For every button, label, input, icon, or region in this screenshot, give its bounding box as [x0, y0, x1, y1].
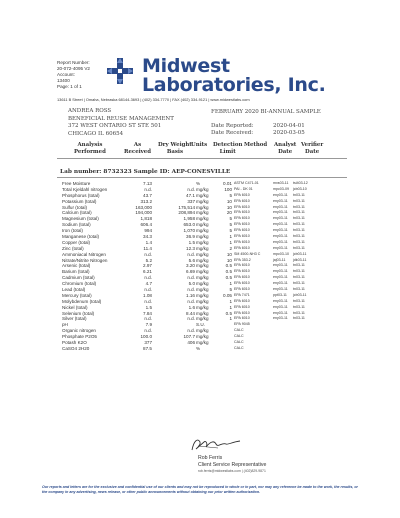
detection-limit-cell: 1 — [229, 239, 232, 245]
verifier-date-cell: tn03-11 — [293, 210, 305, 215]
verifier-date-cell: tn03-11 — [293, 239, 305, 244]
dry-weight-cell: n.d. — [187, 328, 195, 334]
report-meta — [57, 60, 90, 90]
analyst-date-cell: eny03-11 — [273, 234, 288, 239]
detection-limit-cell: 5 — [229, 287, 232, 293]
verifier-date-cell: tn03-11 — [293, 269, 305, 274]
signer-email: rob.ferris@midwestlabs.com | (402)829-9871 — [198, 469, 266, 473]
method-cell: CALC — [234, 328, 244, 333]
as-received-cell: n.d. — [144, 287, 152, 293]
client-street: 372 WEST ONTARIO ST STE 501 — [68, 123, 162, 130]
verifier-date-cell: tn03-11 — [293, 298, 305, 303]
verifier-date-cell: tn03-11 — [293, 304, 305, 309]
as-received-cell: n.d. — [144, 186, 152, 192]
dry-weight-cell: 1,070 — [183, 228, 195, 234]
detection-limit-cell: 0.5 — [225, 310, 232, 316]
verifier-date-cell: jdk03-11 — [293, 257, 307, 262]
detection-limit-cell: 5 — [229, 222, 232, 228]
as-received-cell: 7.84 — [143, 310, 152, 316]
analyst-date-cell: eny03-11 — [273, 228, 288, 233]
dry-weight-cell: 6.69 — [186, 269, 195, 275]
analysis-cell: Phosphorus (total) — [62, 192, 100, 198]
signer-block — [198, 455, 266, 475]
as-received-cell: n.d. — [144, 298, 152, 304]
method-cell: CALC — [234, 345, 244, 350]
method-cell: EPA 6010 — [234, 269, 250, 274]
as-received-cell: 1.5 — [145, 304, 152, 310]
date-received-label: Date Received: — [211, 130, 254, 137]
report-title: FEBRUARY 2020 BI-ANNUAL SAMPLE — [211, 109, 321, 115]
dry-weight-cell: 1,958 — [183, 216, 195, 222]
units-cell: mg/kg — [196, 198, 209, 204]
detection-limit-cell: 0.5 — [225, 275, 232, 281]
analyst-date-cell: eny03-11 — [273, 198, 288, 203]
analyst-date-cell: eny03-11 — [273, 298, 288, 303]
as-received-cell: 163,000 — [135, 204, 152, 210]
dry-weight-cell: 1.16 — [186, 292, 195, 298]
sample-rule — [57, 177, 347, 178]
units-cell: mg/kg — [196, 334, 209, 340]
detection-limit-cell: 1 — [229, 281, 232, 287]
as-received-cell: 6.21 — [143, 269, 152, 275]
detection-limit-cell: 20 — [226, 210, 232, 216]
report-number-label: Report Number: — [57, 60, 90, 65]
as-received-cell: n.d. — [144, 251, 152, 257]
results-table — [62, 181, 352, 352]
method-cell: EPA 6010 — [234, 275, 250, 280]
dry-weight-cell: 12.3 — [186, 245, 195, 251]
verifier-date-cell: tn03-11 — [293, 287, 305, 292]
as-received-cell: n.d. — [144, 328, 152, 334]
as-received-cell: 313.2 — [140, 198, 152, 204]
analyst-date-cell: mpc03-09 — [273, 186, 289, 191]
method-cell: PAI - DK 01 — [234, 186, 253, 191]
table-row — [62, 346, 352, 352]
analyst-date-cell: eny03-11 — [273, 287, 288, 292]
method-cell: EPA 6010 — [234, 228, 250, 233]
analysis-cell: Barium (total) — [62, 269, 90, 275]
verifier-date-cell: tn03-11 — [293, 216, 305, 221]
as-received-cell: 377 — [144, 340, 152, 346]
units-cell: mg/kg — [196, 263, 209, 269]
as-received-cell: 87.5 — [143, 345, 152, 351]
units-cell: mg/kg — [196, 216, 209, 222]
signer-name: Rob Ferris — [198, 455, 223, 461]
analysis-cell: Zinc (total) — [62, 245, 84, 251]
detection-limit-cell: 10 — [226, 198, 232, 204]
lab-address: 13611 B Street | Omaha, Nebraska 68144-3693 | (402) 334-7770 | FAX (402) 334-9121 | www.midwestlabs.com — [57, 97, 250, 102]
dry-weight-cell: 47.1 — [186, 192, 195, 198]
units-cell: mg/kg — [196, 192, 209, 198]
detection-limit-cell: 2 — [229, 245, 232, 251]
as-received-cell: 994 — [144, 228, 152, 234]
units-cell: mg/kg — [196, 269, 209, 275]
analysis-cell: Sulfur (total) — [62, 204, 88, 210]
as-received-cell: 194,000 — [135, 210, 152, 216]
col-detection-limit: Detection Limit — [213, 142, 243, 155]
detection-limit-cell: 1 — [229, 316, 232, 322]
dry-weight-cell: 337 — [187, 198, 195, 204]
dry-weight-cell: n.d. — [187, 186, 195, 192]
verifier-date-cell: tn03-11 — [293, 310, 305, 315]
col-verifier-date: Verifier Date — [301, 142, 324, 155]
analyst-date-cell: eny03-11 — [273, 263, 288, 268]
client-city: CHICAGO IL 60654 — [68, 130, 124, 137]
method-cell: EPA 6010 — [234, 222, 250, 227]
analysis-cell: Total Kjeldahl nitrogen — [62, 186, 108, 192]
dry-weight-cell: 1.5 — [188, 239, 195, 245]
units-cell: % — [196, 345, 201, 351]
dry-weight-cell: 653.0 — [183, 222, 195, 228]
analysis-cell: Potassium (total) — [62, 198, 97, 204]
units-cell: mg/kg — [196, 287, 209, 293]
method-cell: EPA 6010 — [234, 216, 250, 221]
verifier-date-cell: jcb03-11 — [293, 292, 307, 297]
method-cell: EPA 6010 — [234, 310, 250, 315]
lab-name-line2: Laboratories, Inc. — [142, 74, 326, 96]
analyst-date-cell: eny03-11 — [273, 192, 288, 197]
analysis-cell: Arsenic (total) — [62, 263, 91, 269]
analysis-cell: Ammoniacal Nitrogen — [62, 251, 106, 257]
method-cell: EPA 6010 — [234, 281, 250, 286]
detection-limit-cell: 0.01 — [223, 181, 232, 186]
detection-limit-cell: 5 — [229, 228, 232, 234]
analyst-date-cell: jaj03-11 — [273, 257, 286, 262]
detection-limit-cell: 0.5 — [225, 263, 232, 269]
units-cell: mg/kg — [196, 275, 209, 281]
date-reported-label: Date Reported: — [211, 123, 254, 129]
dry-weight-cell: n.d. — [187, 298, 195, 304]
detection-limit-cell: 5 — [229, 192, 232, 198]
verifier-date-cell: tn03-11 — [293, 281, 305, 286]
col-method: Method — [244, 142, 268, 148]
method-cell: EPA 6010 — [234, 263, 250, 268]
analysis-cell: Magnesium (total) — [62, 216, 99, 222]
method-cell: EPA 7471 — [234, 292, 250, 297]
analysis-cell: Nickel (total) — [62, 304, 88, 310]
units-cell: mg/kg — [196, 281, 209, 287]
units-cell: mg/kg — [196, 222, 209, 228]
col-analyst-date: Analyst Date — [274, 142, 297, 155]
verifier-date-cell: tn03-11 — [293, 192, 305, 197]
report-number-value: 20-072-4095 V2 — [57, 66, 90, 71]
units-cell: mg/kg — [196, 228, 209, 234]
verifier-date-cell: tn03-11 — [293, 198, 305, 203]
account-label: Account: — [57, 72, 75, 77]
detection-limit-cell: 1 — [229, 234, 232, 240]
as-received-cell: 100.0 — [140, 334, 152, 340]
lab-number-sample-id: Lab number: 8732323 Sample ID: AEP-CONESVILLE — [60, 169, 231, 175]
client-name: ANDREA ROSS — [68, 108, 112, 114]
verifier-date-cell: tn03-11 — [293, 245, 305, 250]
analysis-cell: Organic nitrogen — [62, 328, 96, 334]
analyst-date-cell: eny03-11 — [273, 310, 288, 315]
analysis-cell: Silver (total) — [62, 316, 87, 322]
as-received-cell: n.d. — [144, 316, 152, 322]
detection-limit-cell: 1 — [229, 298, 232, 304]
as-received-cell: 34.3 — [143, 234, 152, 240]
analyst-date-cell: eny03-11 — [273, 275, 288, 280]
units-cell: mg/kg — [196, 251, 209, 257]
analysis-cell: Selenium (total) — [62, 310, 95, 316]
lab-logo-icon — [107, 58, 133, 84]
units-cell: % — [196, 181, 201, 186]
units-cell: mg/kg — [196, 316, 209, 322]
analysis-cell: Manganese (total) — [62, 234, 100, 240]
units-cell: mg/kg — [196, 186, 209, 192]
detection-limit-cell: 10 — [226, 257, 232, 263]
method-cell: EPA 6010 — [234, 287, 250, 292]
as-received-cell: 606.4 — [140, 222, 152, 228]
units-cell: mg/kg — [196, 328, 209, 334]
analysis-cell: Free Moisture — [62, 181, 91, 186]
analyst-date-cell: eny03-11 — [273, 239, 288, 244]
method-cell: EPA 9045 — [234, 322, 250, 327]
dry-weight-cell: n.d. — [187, 287, 195, 293]
method-cell: EPA 6010 — [234, 239, 250, 244]
account-value: 13400 — [57, 78, 70, 83]
dry-weight-cell: 107.7 — [183, 334, 195, 340]
units-cell: mg/kg — [196, 304, 209, 310]
units-cell: S.U. — [196, 322, 205, 328]
dry-weight-cell: n.d. — [187, 316, 195, 322]
analysis-cell: Iron (total) — [62, 228, 83, 234]
verifier-date-cell: tn03-11 — [293, 316, 305, 321]
analysis-cell: Sodium (total) — [62, 222, 91, 228]
units-cell: mg/kg — [196, 292, 209, 298]
analyst-date-cell: eny03-11 — [273, 222, 288, 227]
dry-weight-cell: 5.6 — [188, 257, 195, 263]
detection-limit-cell: 5 — [229, 216, 232, 222]
confidentiality-footer: Our reports and letters are for the exclusive and confidential use of our clients and may not be reproduced in whole or in part, nor may any reference be made to the work, the results, or the company in any advertising, news release, or other public announcements without obtaining our prior written authorization. — [42, 485, 358, 494]
as-received-cell: 7.13 — [143, 181, 152, 186]
analysis-cell: Potash K2O — [62, 340, 87, 346]
header-rule — [57, 158, 347, 159]
units-cell: mg/kg — [196, 204, 209, 210]
dry-weight-cell: n.d. — [187, 251, 195, 257]
dry-weight-cell: 406 — [187, 340, 195, 346]
as-received-cell: 1.08 — [143, 292, 152, 298]
analyst-date-cell: eny03-11 — [273, 281, 288, 286]
verifier-date-cell: tn03-11 — [293, 234, 305, 239]
analyst-date-cell: eny03-11 — [273, 204, 288, 209]
units-cell: mg/kg — [196, 239, 209, 245]
as-received-cell: n.d. — [144, 275, 152, 281]
method-cell: CALC — [234, 340, 244, 345]
method-cell: EPA 6010 — [234, 204, 250, 209]
analyst-date-cell: eny03-11 — [273, 316, 288, 321]
analysis-cell: Cadmium (total) — [62, 275, 95, 281]
detection-limit-cell: 0.05 — [223, 292, 232, 298]
verifier-date-cell: jcb03-11 — [293, 251, 307, 256]
col-analysis: Analysis Performed — [74, 142, 106, 155]
as-received-cell: 11.4 — [143, 245, 152, 251]
units-cell: mg/kg — [196, 257, 209, 263]
analyst-date-cell: eny03-11 — [273, 269, 288, 274]
as-received-cell: 43.7 — [143, 192, 152, 198]
as-received-cell: 4.7 — [145, 281, 152, 287]
dry-weight-cell: n.d. — [187, 275, 195, 281]
method-cell: EPA 6010 — [234, 192, 250, 197]
units-cell: mg/kg — [196, 245, 209, 251]
analyst-date-cell: eny03-11 — [273, 245, 288, 250]
detection-limit-cell: 100 — [224, 186, 232, 192]
method-cell: EPA 6010 — [234, 316, 250, 321]
verifier-date-cell: tn03-11 — [293, 228, 305, 233]
dry-weight-cell: 175,514 — [178, 204, 195, 210]
as-received-cell: 7.9 — [145, 322, 152, 328]
client-address-block — [68, 108, 174, 138]
analysis-cell: pH — [62, 322, 68, 328]
units-cell: mg/kg — [196, 310, 209, 316]
col-dry-weight: Dry Weight Basis — [158, 142, 192, 155]
as-received-cell: 1,818 — [140, 216, 152, 222]
detection-limit-cell: 0.5 — [225, 269, 232, 275]
analysis-cell: Copper (total) — [62, 239, 91, 245]
as-received-cell: 5.2 — [145, 257, 152, 263]
analyst-date-cell: eny03-11 — [273, 216, 288, 221]
method-cell: EPA 6010 — [234, 245, 250, 250]
method-cell: EPA 6010 — [234, 234, 250, 239]
analyst-date-cell: eny03-11 — [273, 304, 288, 309]
page-indicator: Page: 1 of 1 — [57, 84, 82, 89]
as-received-cell: 2.97 — [143, 263, 152, 269]
method-cell: EPA 6010 — [234, 298, 250, 303]
verifier-date-cell: tn03-11 — [293, 222, 305, 227]
verifier-date-cell: tn03-11 — [293, 263, 305, 268]
verifier-date-cell: tsi403-12 — [293, 181, 308, 185]
verifier-date-cell: tn03-11 — [293, 204, 305, 209]
analysis-cell: Chromium (total) — [62, 281, 97, 287]
method-cell: EPA 6010 — [234, 210, 250, 215]
detection-limit-cell: 10 — [226, 204, 232, 210]
date-reported-value: 2020-04-01 — [273, 123, 305, 129]
method-cell: SM 4500-NH3 C — [234, 251, 261, 256]
signature-image — [188, 436, 244, 454]
dry-weight-cell: 3.20 — [186, 263, 195, 269]
verifier-date-cell: tn03-11 — [293, 275, 305, 280]
dry-weight-cell: 8.44 — [186, 310, 195, 316]
report-dates — [211, 123, 305, 138]
client-company: BENEFICIAL REUSE MANAGEMENT — [68, 115, 174, 122]
method-cell: EPA 6010 — [234, 304, 250, 309]
units-cell: mg/kg — [196, 234, 209, 240]
analyst-date-cell: eny03-11 — [273, 210, 288, 215]
analyst-date-cell: mpc03-10 — [273, 251, 289, 256]
analyst-date-cell: mxs03-11 — [273, 181, 289, 185]
units-cell: mg/kg — [196, 210, 209, 216]
analysis-cell: Calcium (total) — [62, 210, 92, 216]
dry-weight-cell: 5.0 — [188, 281, 195, 287]
dry-weight-cell: 1.6 — [188, 304, 195, 310]
col-units: Units — [191, 142, 208, 148]
col-as-received: As Received — [124, 142, 152, 155]
analysis-cell: Mercury (total) — [62, 292, 92, 298]
analyst-date-cell: ppt03-11 — [273, 292, 287, 297]
lab-name-line1: Midwest — [142, 55, 230, 77]
dry-weight-cell: 208,894 — [178, 210, 195, 216]
units-cell: mg/kg — [196, 340, 209, 346]
method-cell: CALC — [234, 334, 244, 339]
units-cell: mg/kg — [196, 298, 209, 304]
analysis-cell: Molybdenum (total) — [62, 298, 102, 304]
dry-weight-cell: 36.9 — [186, 234, 195, 240]
analysis-cell: CaSO4 2H20 — [62, 345, 90, 351]
analysis-cell: Phosphate P2O5 — [62, 334, 97, 340]
detection-limit-cell: 1 — [229, 304, 232, 310]
method-cell: EPA 353.2 — [234, 257, 251, 262]
method-cell: EPA 6010 — [234, 198, 250, 203]
detection-limit-cell: 10 — [226, 251, 232, 257]
method-cell: ASTM C471-01 — [234, 181, 259, 185]
analysis-cell: Lead (total) — [62, 287, 86, 293]
signer-title: Client Service Representative — [198, 461, 267, 468]
as-received-cell: 1.4 — [145, 239, 152, 245]
verifier-date-cell: jcb03-10 — [293, 186, 307, 191]
date-received-value: 2020-03-05 — [273, 130, 305, 137]
analysis-cell: Nitrate/Nitrite Nitrogen — [62, 257, 108, 263]
